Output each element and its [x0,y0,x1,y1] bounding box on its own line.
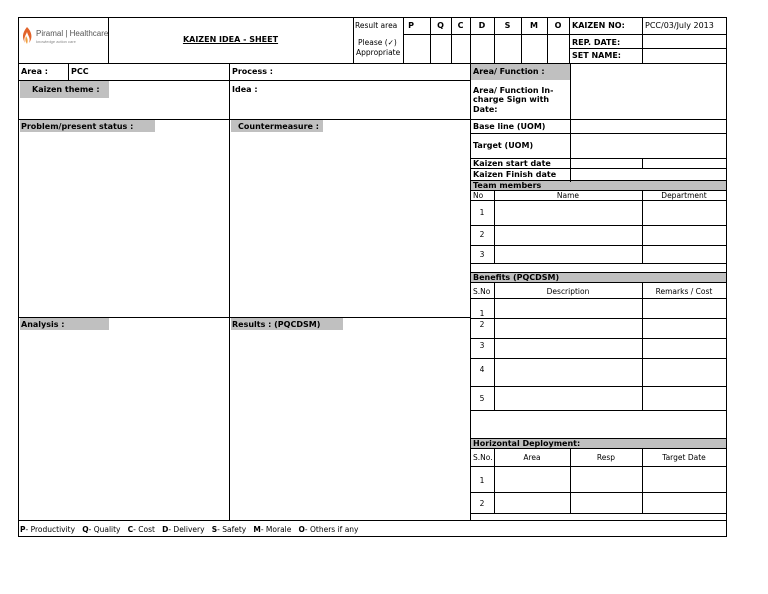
result-letter-o: O [554,21,562,30]
benefits-row-5-bottom [470,410,727,411]
legend-text-s: - Safety [217,525,247,534]
frame-top [18,17,727,18]
start-date-row-bottom [470,168,727,169]
area-value-divider [68,63,69,80]
area-row-bottom [18,80,471,81]
team-row-3-bottom [470,263,727,264]
benefits-row-5-no: 5 [479,394,485,403]
horizontal-row-1-bottom [470,492,727,493]
result-letter-p: P [408,21,414,30]
benefits-row-2-no: 2 [479,320,485,329]
horizontal-header-bottom [470,466,727,467]
start-date-label: Kaizen start date [473,159,551,168]
team-row-3-no: 3 [479,250,485,259]
benefits-row-3-bottom [470,358,727,359]
incharge-label-line2: charge Sign with [473,95,550,104]
right-column-divider [470,63,471,520]
legend-text-o: - Others if any [304,525,359,534]
horizontal-title: Horizontal Deployment: [473,439,581,448]
setname-row-line [569,48,727,49]
kaizen-value-divider [642,17,643,63]
benefits-row-1-bottom [470,318,727,319]
result-letter-m: M [530,21,538,30]
result-col-8 [569,17,570,63]
result-letter-q: Q [437,21,444,30]
benefits-row-4-bottom [470,386,727,387]
legend-text-d: - Delivery [168,525,205,534]
kaizen-no-label: KAIZEN NO: [572,21,625,30]
benefits-row-4-no: 4 [479,365,485,374]
company-logo [20,26,109,50]
legend-line [18,520,727,521]
finish-date-label: Kaizen Finish date [473,170,557,179]
benefits-header-bottom [470,298,727,299]
team-header-department: Department [661,191,707,200]
problem-section-bottom [18,317,471,318]
logo-tagline: knowledge action care [36,39,76,44]
result-area-legend [20,525,359,534]
set-name-label: SET NAME: [572,51,621,60]
horizontal-header-target-date: Target Date [662,453,706,462]
area-value: PCC [71,67,89,76]
date-value-divider [642,158,643,168]
baseline-row-bottom [470,133,727,134]
benefits-col-sno [494,282,495,410]
kaizen-theme-label: Kaizen theme : [32,85,100,94]
legend-text-q: - Quality [88,525,121,534]
title-divider [353,17,354,63]
result-letter-d: D [478,21,486,30]
team-row-2-bottom [470,245,727,246]
horizontal-row-2-bottom [470,513,727,514]
horizontal-header-resp: Resp [596,453,616,462]
please-tick-label: Please (✓) [358,38,397,47]
result-letter-s: S [504,21,511,30]
legend-key-m: M [253,525,261,534]
rep-date-label: REP. DATE: [572,38,621,47]
legend-key-c: C [127,525,134,534]
frame-right [726,17,727,537]
team-col-no [494,190,495,263]
horizontal-header-area: Area [523,453,541,462]
analysis-label: Analysis : [21,320,65,329]
problem-label: Problem/present status : [21,122,134,131]
legend-text-p: - Productivity [25,525,76,534]
appropriate-label: Appropriate [356,48,401,57]
area-function-label: Area/ Function : [473,67,545,76]
frame-bottom [18,536,727,537]
team-row-2-no: 2 [479,230,485,239]
header-bottom-line [18,63,727,64]
benefits-row-1-no: 1 [479,309,485,318]
legend-key-d: D [162,525,169,534]
horizontal-header-sno: S.No. [473,453,493,462]
left-mid-divider [229,63,230,520]
benefits-row-2-bottom [470,338,727,339]
logo-text: Piramal | Healthcare [36,29,109,38]
legend-key-o: O [298,525,305,534]
benefits-row-3-no: 3 [479,341,485,350]
flame-icon [20,26,34,46]
legend-key-p: P [20,525,26,534]
incharge-label-line3: Date: [473,105,498,114]
benefits-title-bottom [470,282,727,283]
countermeasure-label: Countermeasure : [238,122,319,131]
process-label: Process : [232,67,273,76]
team-title: Team members [473,181,542,190]
team-header-no: No [473,191,484,200]
team-col-dept [642,190,643,263]
result-letter-c: C [457,21,464,30]
benefits-header-sno: S.No [473,287,491,296]
sheet-title: KAIZEN IDEA - SHEET [182,35,279,44]
benefits-header-description: Description [546,287,590,296]
legend-text-c: - Cost [133,525,155,534]
team-header-bottom [470,200,727,201]
benefits-col-remarks [642,282,643,410]
horizontal-row-1-no: 1 [479,476,485,485]
target-label: Target (UOM) [473,141,534,150]
team-header-name: Name [556,191,580,200]
legend-key-q: Q [82,525,89,534]
theme-row-bottom [18,119,727,120]
baseline-label: Base line (UOM) [473,122,546,131]
benefits-title: Benefits (PQCDSM) [473,273,560,282]
idea-label: Idea : [232,85,258,94]
legend-text-m: - Morale [260,525,292,534]
incharge-label-line1: Area/ Function In- [473,86,554,95]
horizontal-title-bottom [470,448,727,449]
horizontal-row-2-no: 2 [479,499,485,508]
kaizen-no-value: PCC/03/July 2013 [645,21,714,30]
legend-key-s: S [211,525,218,534]
benefits-header-remarks: Remarks / Cost [655,287,713,296]
team-row-1-no: 1 [479,208,485,217]
frame-left [18,17,19,537]
result-area-label: Result area [355,21,398,30]
area-label: Area : [21,67,48,76]
results-label: Results : (PQCDSM) [232,320,321,329]
team-row-1-bottom [470,225,727,226]
area-function-value-divider [570,63,571,182]
